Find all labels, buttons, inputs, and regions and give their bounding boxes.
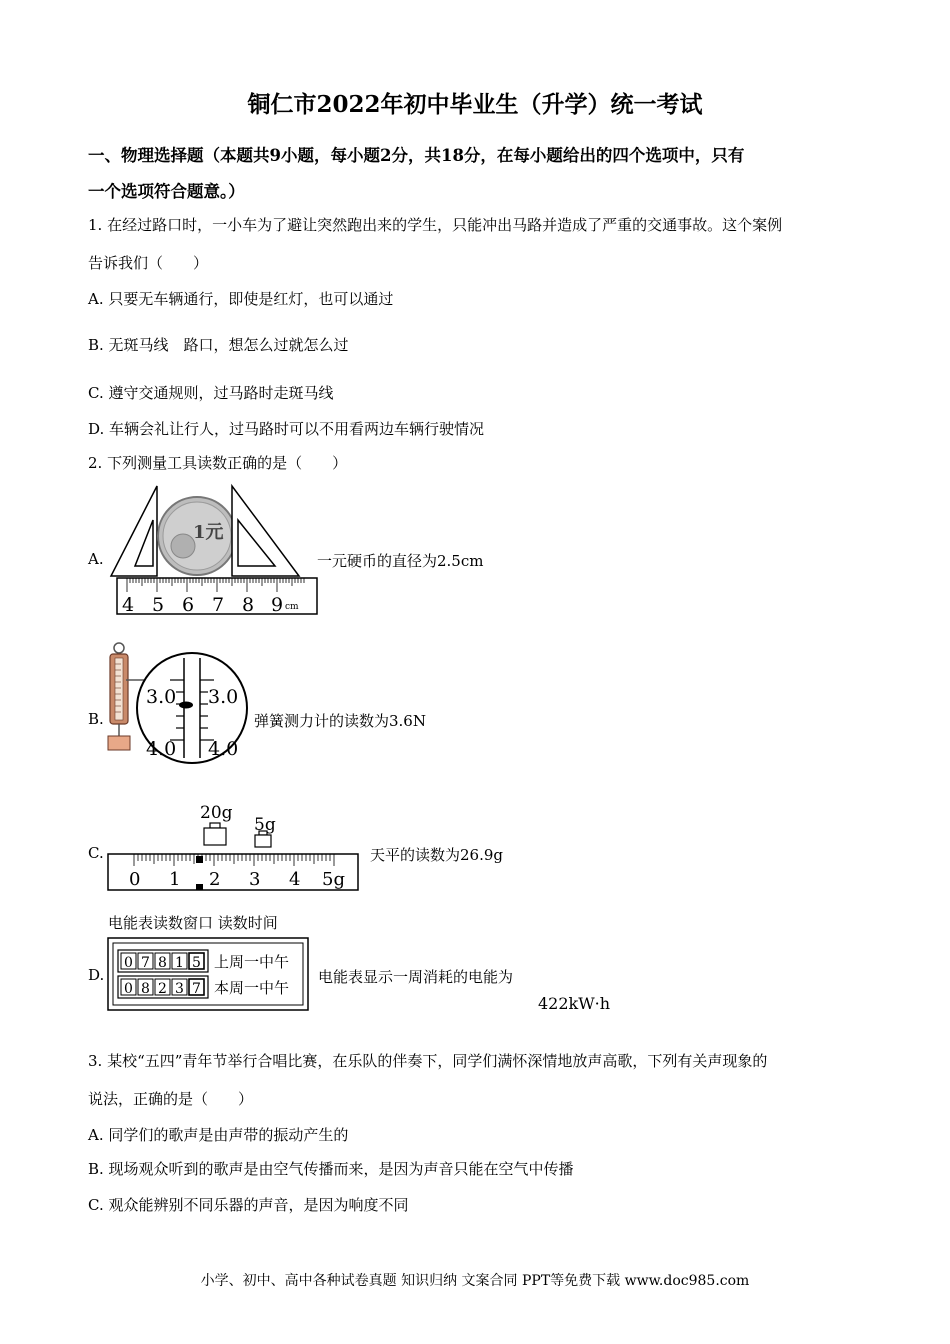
reading-2-digit: 8	[141, 981, 150, 997]
weight-20g-label: 20g	[200, 803, 233, 823]
q2-stem: 2. 下列测量工具读数正确的是（ ）	[88, 454, 348, 472]
spring-scale-figure	[104, 640, 249, 780]
beam-number: 0	[129, 869, 141, 890]
scale-label-bottom-right: 4.0	[208, 738, 239, 760]
rider-top	[196, 856, 203, 863]
q2-option-b-caption: 弹簧测力计的读数为3.6N	[254, 712, 426, 730]
ruler-number: 9	[271, 594, 284, 616]
ruler-number: 4	[122, 594, 135, 616]
q2-option-a-label: A.	[88, 550, 104, 568]
reading-2-digit: 2	[158, 981, 167, 997]
beam-scale	[108, 854, 358, 890]
q1-option-c: C. 遵守交通规则，过马路时走斑马线	[88, 384, 334, 402]
reading-1-digit: 5	[192, 955, 201, 971]
section-heading-line1: 一、物理选择题（本题共9小题，每小题2分，共18分，在每小题给出的四个选项中，只有	[88, 146, 745, 165]
right-set-square	[232, 486, 299, 576]
q2-option-a-caption: 一元硬币的直径为2.5cm	[317, 552, 484, 570]
rider-bottom	[196, 884, 203, 890]
reading-2-digit: 3	[175, 981, 184, 997]
reading-1-time: 上周一中午	[214, 953, 290, 971]
q3-stem-line2: 说法，正确的是（ ）	[88, 1090, 254, 1108]
weight-5g-label: 5g	[254, 815, 276, 835]
q3-stem-line1: 3. 某校“五四”青年节举行合唱比赛，在乐队的伴奏下，同学们满怀深情地放声高歌，下列有关声现象的	[88, 1052, 768, 1070]
weight-5g	[255, 835, 271, 847]
section-heading-line2: 一个选项符合题意。）	[88, 182, 245, 201]
beam-number: 1	[169, 869, 181, 890]
q3-option-a: A. 同学们的歌声是由声带的振动产生的	[88, 1126, 349, 1144]
reading-1-digit: 7	[141, 955, 150, 971]
scale-label-top-left: 3.0	[146, 686, 177, 708]
ruler-coin-figure	[105, 482, 320, 618]
weight-20g	[204, 828, 226, 845]
reading-1-digit: 0	[124, 955, 133, 971]
q2-option-c-caption: 天平的读数为26.9g	[370, 846, 504, 864]
balance-figure	[104, 798, 362, 894]
reading-2-digit: 0	[124, 981, 133, 997]
left-set-square	[111, 486, 157, 576]
beam-number: 4	[289, 869, 301, 890]
q3-option-b: B. 现场观众听到的歌声是由空气传播而来，是因为声音只能在空气中传播	[88, 1160, 574, 1178]
ruler-unit: cm	[285, 602, 299, 612]
reading-2-digit: 7	[192, 981, 201, 997]
q1-option-a: A. 只要无车辆通行，即使是红灯，也可以通过	[88, 290, 394, 308]
ruler-number: 7	[212, 594, 225, 616]
pointer	[179, 702, 193, 709]
ruler-number: 6	[182, 594, 195, 616]
q1-option-b: B. 无斑马线 路口，想怎么过就怎么过	[88, 336, 349, 354]
q2-option-d-label: D.	[88, 966, 105, 984]
q3-option-c: C. 观众能辨别不同乐器的声音，是因为响度不同	[88, 1196, 409, 1214]
beam-unit: 5g	[322, 869, 345, 890]
scale-label-top-right: 3.0	[208, 686, 239, 708]
q2-option-d-caption: 电能表显示一周消耗的电能为	[318, 968, 514, 986]
q2-option-b-label: B.	[88, 710, 104, 728]
ruler-number: 5	[152, 594, 165, 616]
page-footer: 小学、初中、高中各种试卷真题 知识归纳 文案合同 PPT等免费下载 www.doc985.com	[200, 1273, 750, 1289]
hanging-weight	[108, 736, 130, 750]
q1-stem-line1: 1. 在经过路口时，一小车为了避让突然跑出来的学生，只能冲出马路并造成了严重的交通事故。这个案例	[88, 216, 783, 234]
ruler-number: 8	[242, 594, 255, 616]
reading-1-digit: 8	[158, 955, 167, 971]
q1-option-d: D. 车辆会礼让行人，过马路时可以不用看两边车辆行驶情况	[88, 420, 485, 438]
reading-2-time: 本周一中午	[214, 979, 290, 997]
q1-stem-line2: 告诉我们（ ）	[88, 254, 209, 272]
q2-option-d-value: 422kW·h	[538, 994, 611, 1013]
beam-number: 2	[209, 869, 221, 890]
q2-option-c-label: C.	[88, 844, 104, 862]
page-title: 铜仁市2022年初中毕业生（升学）统一考试	[247, 91, 703, 118]
reading-1-digit: 1	[175, 955, 184, 971]
energy-meter-figure	[106, 936, 310, 1012]
scale-hook-ring	[114, 643, 124, 653]
beam-number: 3	[249, 869, 261, 890]
scale-label-bottom-left: 4.0	[146, 738, 177, 760]
meter-header: 电能表读数窗口 读数时间	[108, 914, 278, 932]
coin-text: 1元	[193, 522, 224, 543]
